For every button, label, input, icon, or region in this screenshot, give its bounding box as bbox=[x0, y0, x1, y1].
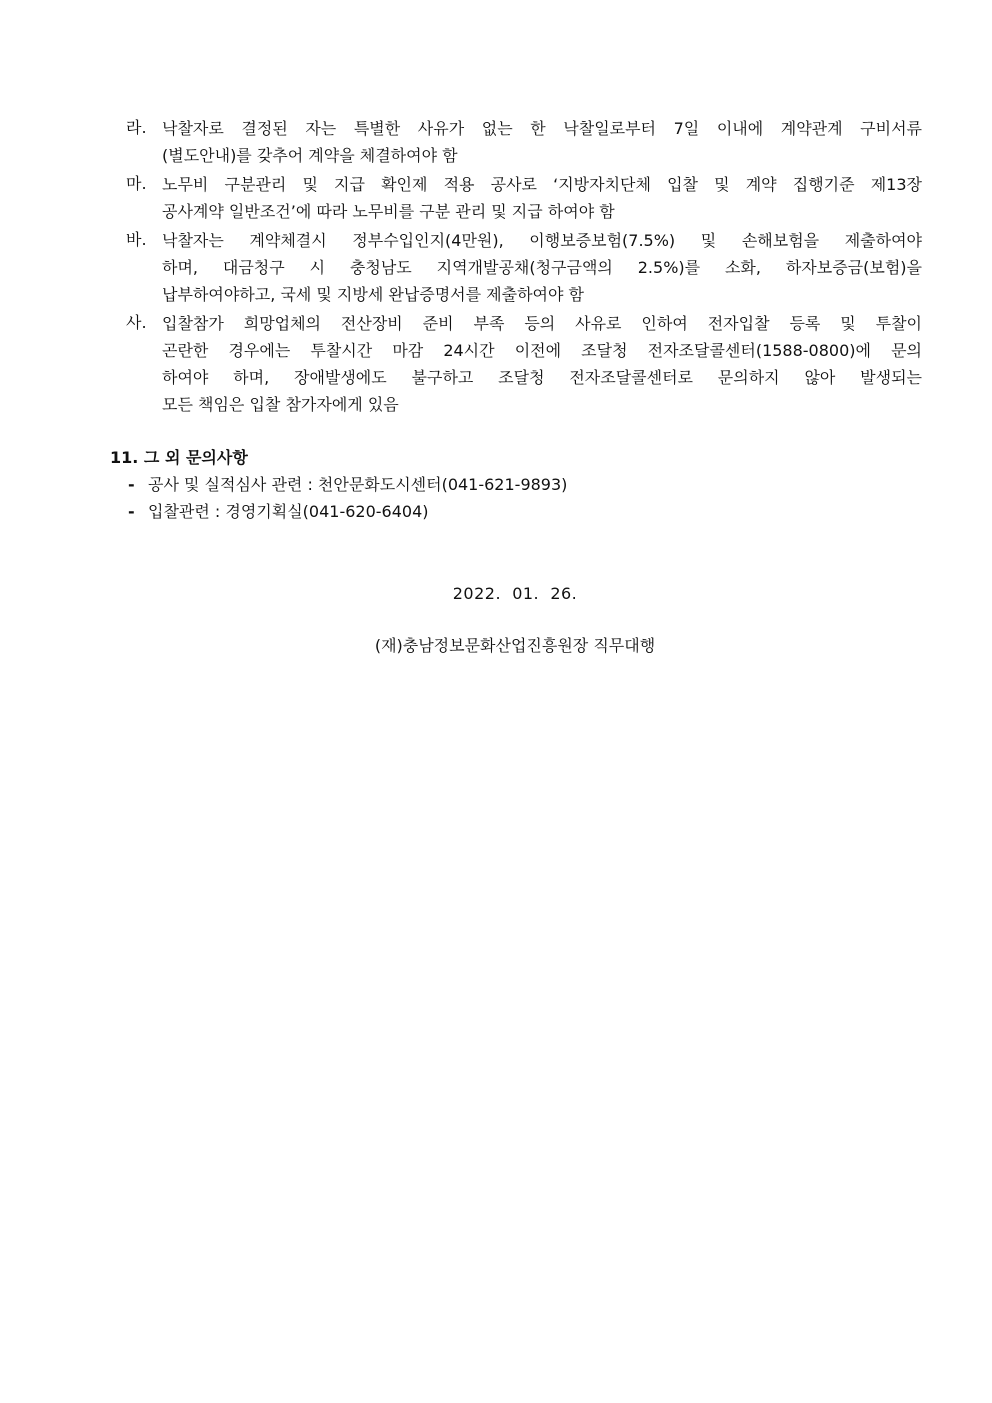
inquiry-section bbox=[110, 444, 930, 525]
clause-marker: 사. bbox=[126, 313, 147, 332]
clause-ra bbox=[126, 115, 922, 169]
contact-item-construction bbox=[110, 471, 930, 498]
contact-item-bidding bbox=[110, 498, 930, 525]
dash-bullet: - bbox=[128, 475, 135, 494]
clause-line: 낙찰자로 결정된 자는 특별한 사유가 없는 한 낙찰일로부터 7일 이내에 계약관계 구비서류 bbox=[162, 119, 922, 138]
section-heading: 11. 그 외 문의사항 bbox=[110, 448, 248, 467]
clause-marker: 바. bbox=[126, 230, 147, 249]
issuer-signature: (재)충남정보문화산업진흥원장 직무대행 bbox=[374, 636, 656, 655]
contact-text: 공사 및 실적심사 관련 : 천안문화도시센터(041-621-9893) bbox=[148, 475, 568, 494]
clause-line: 하며, 대금청구 시 충청남도 지역개발공채(청구금액의 2.5%)를 소화, 하자보증금(보험)을 bbox=[162, 258, 922, 277]
dash-bullet: - bbox=[128, 502, 135, 521]
clause-sa bbox=[126, 310, 922, 418]
clause-marker: 라. bbox=[126, 118, 147, 137]
clause-line: 낙찰자는 계약체결시 정부수입인지(4만원), 이행보증보험(7.5%) 및 손해보험을 제출하여야 bbox=[162, 231, 922, 250]
clause-line: 입찰참가 희망업체의 전산장비 준비 부족 등의 사유로 인하여 전자입찰 등록 및 투찰이 bbox=[162, 314, 922, 333]
clause-list bbox=[126, 115, 922, 420]
clause-line: 곤란한 경우에는 투찰시간 마감 24시간 이전에 조달청 전자조달콜센터(1588-0800)에 문의 bbox=[162, 341, 922, 360]
clause-marker: 마. bbox=[126, 174, 147, 193]
clause-line: 모든 책임은 입찰 참가자에게 있음 bbox=[162, 395, 399, 414]
clause-line: 노무비 구분관리 및 지급 확인제 적용 공사로 ‘지방자치단체 입찰 및 계약 집행기준 제13장 bbox=[162, 175, 922, 194]
clause-ba bbox=[126, 227, 922, 308]
clause-ma bbox=[126, 171, 922, 225]
document-date: 2022. 01. 26. bbox=[452, 584, 578, 603]
clause-line: 납부하여야하고, 국세 및 지방세 완납증명서를 제출하여야 함 bbox=[162, 285, 585, 304]
clause-line: 공사계약 일반조건’에 따라 노무비를 구분 관리 및 지급 하여야 함 bbox=[162, 202, 615, 221]
clause-line: 하여야 하며, 장애발생에도 불구하고 조달청 전자조달콜센터로 문의하지 않아 발생되는 bbox=[162, 368, 922, 387]
clause-line: (별도안내)를 갖추어 계약을 체결하여야 함 bbox=[162, 146, 458, 165]
contact-text: 입찰관련 : 경영기획실(041-620-6404) bbox=[148, 502, 429, 521]
